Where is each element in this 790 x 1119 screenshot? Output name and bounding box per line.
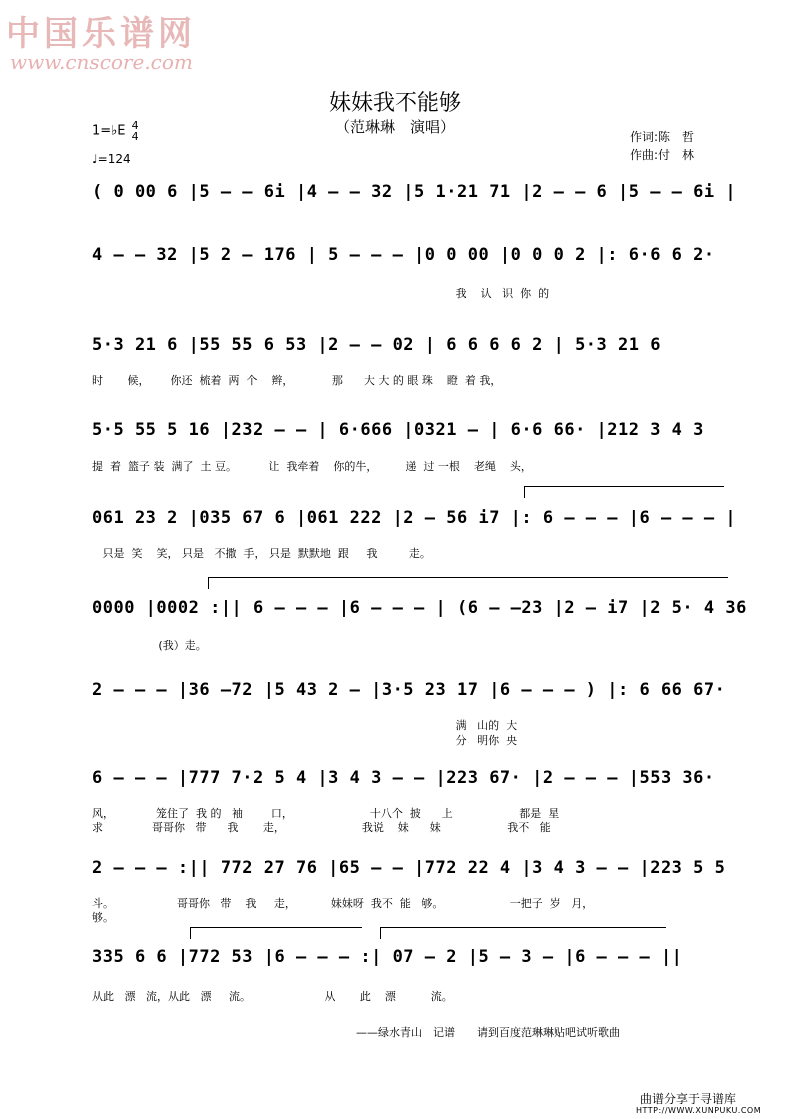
volta-ending-1-edge <box>190 927 191 939</box>
score-row-1: ( 0 00 6 |5 — — 6i |4 — — 32 |5 1·21 71 |2 — — 6 |5 — — 6i | <box>92 182 737 202</box>
key-signature <box>92 120 139 142</box>
lyrics-row-9b: 够。 <box>92 911 114 924</box>
volta-bracket-1 <box>524 486 724 487</box>
volta-ending-1 <box>190 927 362 928</box>
lyrics-row-8b: 求 哥哥你 带 我 走， 我说 妹 妹 我不 能 <box>92 821 551 834</box>
lyrics-row-7a: 满 山的 大 <box>92 719 518 732</box>
lyricist-credit: 作词:陈 哲 <box>630 130 695 144</box>
key-text: 1=♭E <box>92 123 126 139</box>
footer-brand: 曲谱分享于寻谱库 <box>640 1092 737 1106</box>
composer-credit: 作曲:付 林 <box>630 148 695 162</box>
time-top: 4 <box>131 119 139 132</box>
score-row-6: 0000 |0002 :|| 6 — — — |6 — — — | (6 — —23 |2 — i7 |2 5· 4 36 <box>92 598 747 618</box>
tempo-marking: ♩=124 <box>92 152 131 166</box>
lyrics-row-8a: 风， 笼住了 我 的 袖 口， 十八个 披 上 都是 星 <box>92 807 560 820</box>
volta-ending-2-edge <box>380 927 381 939</box>
score-row-3: 5·3 21 6 |55 55 6 53 |2 — — 02 | 6 6 6 6 2 | 5·3 21 6 <box>92 335 661 355</box>
score-row-9: 2 — — — :|| 772 27 76 |65 — — |772 22 4 |3 4 3 — — |223 5 5 <box>92 858 726 878</box>
score-row-5: 061 23 2 |035 67 6 |061 222 |2 — 56 i7 |: 6 — — — |6 — — — | <box>92 508 737 528</box>
lyrics-row-4: 提 着 篮子 装 满了 土 豆。 让 我牵着 你的牛， 递 过 一根 老绳 头， <box>92 460 532 473</box>
score-row-4: 5·5 55 5 16 |232 — — | 6·666 |0321 — | 6·6 66· |212 3 4 3 <box>92 420 704 440</box>
song-title: 妹妹我不能够 <box>328 91 461 116</box>
song-subtitle: （范琳琳 演唱） <box>334 118 455 136</box>
lyrics-row-2: 我 认 识 你 的 <box>92 287 550 300</box>
volta-ending-2 <box>380 927 666 928</box>
lyrics-row-5: 只是 笑 笑， 只是 不撒 手， 只是 默默地 跟 我 走。 <box>92 547 431 560</box>
lyrics-row-9a: 斗。 哥哥你 带 我 走， 妹妹呀 我不 能 够。 一把子 岁 月， <box>92 897 594 910</box>
volta-bracket-2 <box>208 577 728 578</box>
score-row-10: 335 6 6 |772 53 |6 — — — :| 07 — 2 |5 — 3 — |6 — — — || <box>92 947 683 967</box>
watermark-url: www.cnscore.com <box>10 50 193 74</box>
score-row-8: 6 — — — |777 7·2 5 4 |3 4 3 — — |223 67· |2 — — — |553 36· <box>92 768 715 788</box>
volta-bracket-2-edge <box>208 577 209 589</box>
lyrics-row-10: 从此 漂 流，从此 漂 流。 从 此 漂 流。 <box>92 990 453 1003</box>
volta-bracket-1-edge <box>524 486 525 498</box>
score-row-2: 4 — — 32 |5 2 — 176 | 5 — — — |0 0 00 |0 0 0 2 |: 6·6 6 2· <box>92 245 715 265</box>
time-bottom: 4 <box>131 130 139 143</box>
transcriber-note: ——绿水青山 记谱 请到百度范琳琳贴吧试听歌曲 <box>356 1026 620 1039</box>
watermark-logo: 中国乐谱网 <box>6 14 196 54</box>
lyrics-row-7b: 分 明你 央 <box>92 734 518 747</box>
score-row-7: 2 — — — |36 —72 |5 43 2 — |3·5 23 17 |6 — — — ) |: 6 66 67· <box>92 680 726 700</box>
footer-brand-url: HTTP://WWW.XUNPUKU.COM <box>636 1106 762 1115</box>
lyrics-row-6: (我）走。 <box>92 639 207 652</box>
lyrics-row-3: 时 候， 你还 梳着 两 个 辫， 那 大 大 的 眼 珠 瞪 着 我， <box>92 374 502 387</box>
